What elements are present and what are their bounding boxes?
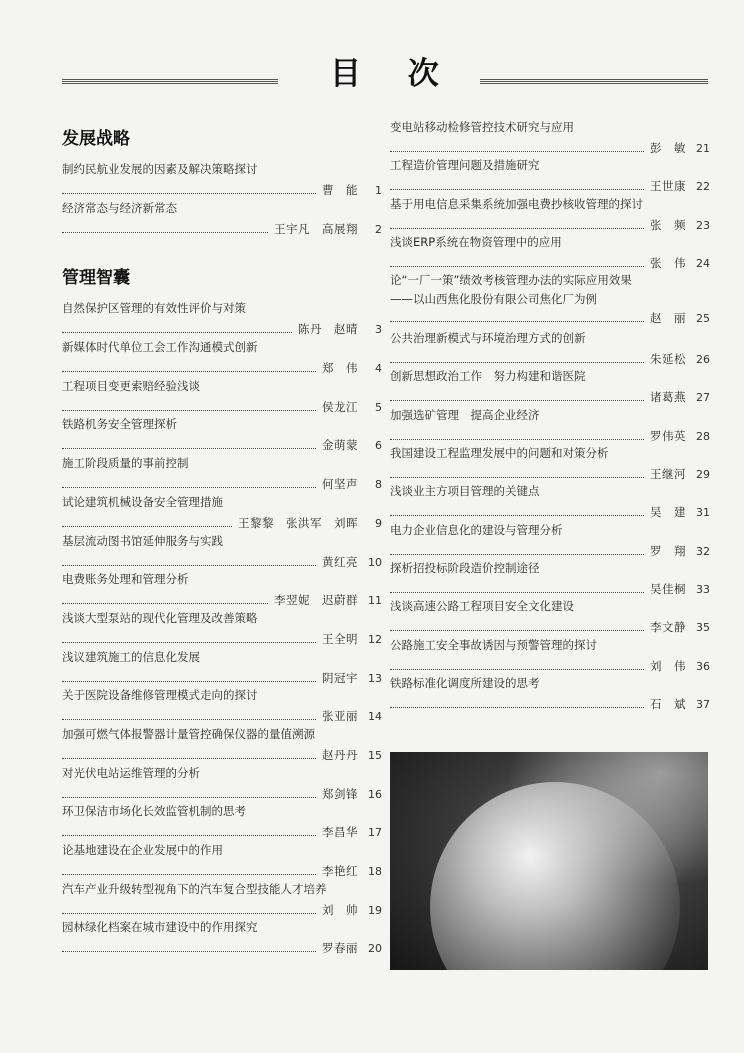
- entry-title: 自然保护区管理的有效性评价与对策: [62, 301, 246, 316]
- dot-leader: [62, 796, 316, 798]
- entry-authors: 李翌妮 迟蔚群: [274, 593, 358, 608]
- entry-leader-row: [390, 254, 710, 271]
- entry-page-number: 1: [375, 184, 382, 197]
- entry-page-number: 22: [696, 180, 710, 194]
- entry-authors: 李艳红: [322, 864, 358, 878]
- entry-leader-row: [390, 216, 710, 233]
- entry-title: 制约民航业发展的因素及解决策略探讨: [62, 162, 258, 176]
- dot-leader: [390, 227, 644, 229]
- toc-entry[interactable]: [62, 727, 382, 766]
- entry-leader-row: [390, 580, 710, 597]
- toc-entry[interactable]: [390, 158, 710, 196]
- entry-page-number: 27: [696, 391, 710, 405]
- entry-page-number: 18: [368, 865, 382, 878]
- dot-leader: [390, 514, 644, 516]
- entry-leader-row: [62, 553, 382, 570]
- entry-title: 关于医院设备维修管理模式走向的探讨: [62, 688, 258, 703]
- entry-page-number: 32: [696, 544, 710, 558]
- entry-title: 加强选矿管理 提高企业经济: [390, 407, 540, 422]
- toc-entry[interactable]: [390, 561, 710, 599]
- dot-leader: [62, 834, 316, 836]
- entry-authors: 石 斌: [650, 696, 686, 711]
- toc-entry[interactable]: [62, 843, 382, 882]
- toc-entry[interactable]: [62, 688, 382, 727]
- entry-page-number: 13: [368, 671, 382, 685]
- entry-title: 电费账务处理和管理分析: [62, 572, 189, 587]
- toc-right-column: [390, 120, 710, 714]
- entry-authors: 王全明: [322, 631, 358, 646]
- dot-leader: [62, 370, 316, 372]
- dot-leader: [62, 757, 316, 759]
- toc-entry[interactable]: [62, 301, 382, 340]
- title-rule-left: [62, 79, 278, 85]
- entry-authors: 罗伟英: [650, 428, 686, 443]
- dot-leader: [62, 564, 316, 566]
- entry-authors: 吴 建: [650, 505, 686, 520]
- entry-leader-row: [390, 542, 710, 559]
- entry-authors: 何坚声: [322, 477, 358, 492]
- entry-authors: 曹 能: [322, 183, 358, 197]
- entry-leader-row: [62, 181, 382, 198]
- entry-page-number: 20: [368, 942, 382, 956]
- entry-title: 试论建筑机械设备安全管理措施: [62, 494, 223, 509]
- toc-entry[interactable]: [390, 197, 710, 235]
- toc-entry[interactable]: [62, 495, 382, 534]
- entry-title: 探析招投标阶段造价控制途径: [390, 560, 540, 575]
- entry-page-number: 15: [368, 748, 382, 762]
- entry-page-number: 35: [696, 621, 710, 635]
- entry-title: 电力企业信息化的建设与管理分析: [390, 522, 563, 537]
- dot-leader: [390, 361, 644, 363]
- toc-entry[interactable]: [62, 379, 382, 418]
- entry-page-number: 2: [375, 222, 382, 236]
- entry-leader-row: [62, 514, 382, 531]
- dot-leader: [390, 438, 644, 440]
- dot-leader: [390, 265, 644, 267]
- entry-page-number: 5: [375, 400, 382, 414]
- entry-authors: 彭 敏: [650, 141, 686, 155]
- light-flare: [390, 752, 708, 970]
- entry-title: 基层流动图书馆延伸服务与实践: [62, 533, 223, 548]
- entry-leader-row: [62, 785, 382, 802]
- entry-leader-row: [62, 862, 382, 879]
- toc-entry[interactable]: [390, 408, 710, 446]
- entry-page-number: 3: [375, 323, 382, 337]
- toc-entry[interactable]: [62, 340, 382, 379]
- toc-entry[interactable]: [390, 676, 710, 714]
- entry-page-number: 33: [696, 582, 710, 596]
- entry-page-number: 4: [375, 362, 382, 376]
- dot-leader: [62, 409, 316, 411]
- entry-page-number: 11: [368, 594, 382, 608]
- dot-leader: [62, 602, 268, 604]
- entry-authors: 王继河: [650, 467, 686, 482]
- entry-authors: 李文静: [650, 620, 686, 635]
- toc-entry[interactable]: [390, 120, 710, 158]
- toc-entry[interactable]: [62, 650, 382, 689]
- section-heading: 发展战略: [62, 129, 130, 149]
- entry-title: 浅谈ERP系统在物资管理中的应用: [390, 234, 562, 249]
- dot-leader: [62, 641, 316, 643]
- dot-leader: [62, 331, 292, 333]
- toc-entry[interactable]: [62, 882, 382, 921]
- entry-authors: 陈丹 赵晴: [298, 322, 358, 337]
- entry-page-number: 26: [696, 353, 710, 367]
- entry-title: 经济常态与经济新常态: [62, 200, 177, 215]
- dot-leader: [62, 680, 316, 682]
- toc-entry[interactable]: [390, 523, 710, 561]
- entry-leader-row: [62, 320, 382, 337]
- entry-leader-row: [390, 427, 710, 444]
- entry-page-number: 6: [375, 439, 382, 453]
- dot-leader: [390, 399, 644, 401]
- entry-page-number: 28: [696, 429, 710, 443]
- entry-authors: 王黎黎 张洪军 刘晖: [238, 515, 358, 530]
- entry-page-number: 31: [696, 506, 710, 520]
- entry-title: 论基地建设在企业发展中的作用: [62, 843, 223, 857]
- entry-leader-row: [390, 388, 710, 405]
- section-heading: 管理智囊: [62, 268, 130, 289]
- toc-entry[interactable]: [390, 331, 710, 369]
- entry-leader-row: [62, 220, 382, 237]
- entry-page-number: 37: [696, 697, 710, 711]
- entry-leader-row: [390, 657, 710, 674]
- entry-title: 公路施工安全事故诱因与预警管理的探讨: [390, 637, 597, 652]
- toc-entry[interactable]: [390, 599, 710, 637]
- entry-title: 论“一厂一策”绩效考核管理办法的实际应用效果: [390, 273, 632, 288]
- entry-authors: 王宇凡 高展翔: [274, 221, 358, 236]
- entry-authors: 罗 翔: [650, 543, 686, 558]
- entry-authors: 张 伟: [650, 255, 686, 270]
- toc-entry[interactable]: [62, 534, 382, 573]
- entry-title: 对光伏电站运维管理的分析: [62, 765, 200, 780]
- dot-leader: [62, 912, 316, 914]
- dot-leader: [390, 591, 644, 593]
- entry-subtitle: ——以山西焦化股份有限公司焦化厂为例: [390, 292, 597, 307]
- entry-leader-row: [62, 436, 382, 453]
- entry-title: 园林绿化档案在城市建设中的作用探究: [62, 920, 258, 935]
- entry-title: 新媒体时代单位工会工作沟通模式创新: [62, 340, 258, 355]
- entry-leader-row: [390, 503, 710, 520]
- entry-title: 基于用电信息采集系统加强电费抄核收管理的探讨: [390, 196, 643, 211]
- title-rule-right: [480, 79, 708, 85]
- entry-authors: 李昌华: [322, 825, 358, 840]
- entry-leader-row: [62, 398, 382, 415]
- entry-leader-row: [62, 475, 382, 492]
- entry-title: 加强可燃气体报警器计量管控确保仪器的量值溯源: [62, 726, 315, 741]
- toc-entry[interactable]: [62, 417, 382, 456]
- entry-title: 创新思想政治工作 努力构建和谐医院: [390, 369, 586, 384]
- dot-leader: [62, 525, 232, 527]
- entry-page-number: 19: [368, 903, 382, 917]
- entry-title: 变电站移动检修管控技术研究与应用: [390, 120, 574, 134]
- entry-authors: 赵丹丹: [322, 747, 358, 762]
- dot-leader: [390, 320, 644, 322]
- entry-leader-row: [390, 465, 710, 482]
- toc-entry[interactable]: [390, 369, 710, 407]
- toc-entry[interactable]: [62, 804, 382, 843]
- entry-authors: 王世康: [650, 179, 686, 194]
- entry-page-number: 16: [368, 787, 382, 801]
- page-title: 目 次: [330, 56, 457, 92]
- entry-leader-row: [390, 350, 710, 367]
- entry-authors: 吴佳桐: [650, 581, 686, 596]
- entry-page-number: 10: [368, 555, 382, 569]
- entry-authors: 朱延松: [650, 352, 686, 367]
- entry-page-number: 17: [368, 826, 382, 840]
- entry-page-number: 29: [696, 468, 710, 482]
- entry-authors: 张亚丽: [322, 709, 358, 724]
- dot-leader: [390, 629, 644, 631]
- entry-authors: 郑剑锋: [322, 786, 358, 801]
- entry-title: 公共治理新模式与环境治理方式的创新: [390, 331, 586, 346]
- entry-page-number: 12: [368, 632, 382, 646]
- toc-entry[interactable]: [62, 572, 382, 611]
- entry-page-number: 24: [696, 256, 710, 270]
- entry-title: 工程项目变更索赔经验浅谈: [62, 378, 200, 393]
- dot-leader: [62, 447, 316, 449]
- entry-leader-row: [390, 309, 710, 326]
- dot-leader: [390, 188, 644, 190]
- toc-entry[interactable]: [62, 162, 382, 201]
- entry-leader-row: [62, 901, 382, 918]
- entry-leader-row: [390, 695, 710, 712]
- entry-title: 浅议建筑施工的信息化发展: [62, 649, 200, 664]
- dot-leader: [62, 718, 316, 720]
- toc-entry[interactable]: [390, 484, 710, 522]
- entry-leader-row: [62, 359, 382, 376]
- entry-authors: 阴冠宇: [322, 670, 358, 685]
- toc-entry[interactable]: [62, 201, 382, 240]
- toc-entry[interactable]: [390, 638, 710, 676]
- toc-left-column: [62, 120, 382, 959]
- toc-entry[interactable]: [390, 235, 710, 273]
- dot-leader: [62, 486, 316, 488]
- entry-title: 浅谈业主方项目管理的关键点: [390, 484, 540, 499]
- entry-page-number: 23: [696, 218, 710, 232]
- entry-leader-row: [62, 746, 382, 763]
- entry-title: 浅谈大型泵站的现代化管理及改善策略: [62, 610, 258, 625]
- entry-authors: 金萌蒙: [322, 438, 358, 453]
- entry-authors: 郑 伟: [322, 361, 358, 376]
- entry-page-number: 36: [696, 659, 710, 673]
- dot-leader: [390, 668, 644, 670]
- entry-authors: 刘 帅: [322, 902, 358, 917]
- entry-title: 浅谈高速公路工程项目安全文化建设: [390, 599, 574, 614]
- entry-title: 铁路机务安全管理探析: [62, 417, 177, 432]
- dot-leader: [390, 476, 644, 478]
- dot-leader: [390, 706, 644, 708]
- toc-entry[interactable]: [390, 273, 710, 331]
- entry-page-number: 14: [368, 710, 382, 724]
- entry-leader-row: [62, 939, 382, 956]
- entry-leader-row: [62, 591, 382, 608]
- dot-leader: [62, 873, 316, 875]
- toc-entry[interactable]: [390, 446, 710, 484]
- dot-leader: [62, 950, 316, 952]
- entry-leader-row: [390, 618, 710, 635]
- entry-page-number: 8: [375, 478, 382, 492]
- entry-leader-row: [62, 669, 382, 686]
- entry-title: 环卫保洁市场化长效监管机制的思考: [62, 804, 246, 819]
- entry-leader-row: [62, 707, 382, 724]
- entry-authors: 张 频: [650, 217, 686, 232]
- entry-title: 施工阶段质量的事前控制: [62, 456, 189, 471]
- entry-page-number: 9: [375, 516, 382, 530]
- entry-authors: 诸葛燕: [650, 390, 686, 405]
- dot-leader: [62, 192, 316, 194]
- entry-title: 铁路标准化调度所建设的思考: [390, 675, 540, 690]
- entry-authors: 刘 伟: [650, 658, 686, 673]
- globe-image: [390, 752, 708, 970]
- entry-leader-row: [390, 177, 710, 194]
- entry-page-number: 21: [696, 142, 710, 155]
- toc-entry[interactable]: [62, 611, 382, 650]
- entry-page-number: 25: [696, 312, 710, 326]
- entry-authors: 赵 丽: [650, 311, 686, 326]
- entry-title: 我国建设工程监理发展中的问题和对策分析: [390, 446, 609, 461]
- toc-entry[interactable]: [62, 456, 382, 495]
- dot-leader: [390, 553, 644, 555]
- entry-authors: 黄红亮: [322, 554, 358, 569]
- entry-leader-row: [62, 823, 382, 840]
- entry-title: 汽车产业升级转型视角下的汽车复合型技能人才培养: [62, 881, 327, 896]
- entry-title: 工程造价管理问题及措施研究: [390, 158, 540, 173]
- entry-leader-row: [62, 630, 382, 647]
- dot-leader: [62, 231, 268, 233]
- entry-authors: 罗春丽: [322, 941, 358, 956]
- dot-leader: [390, 150, 644, 152]
- toc-entry[interactable]: [62, 766, 382, 805]
- toc-entry[interactable]: [62, 920, 382, 959]
- entry-authors: 侯龙江: [322, 399, 358, 414]
- entry-leader-row: [390, 139, 710, 156]
